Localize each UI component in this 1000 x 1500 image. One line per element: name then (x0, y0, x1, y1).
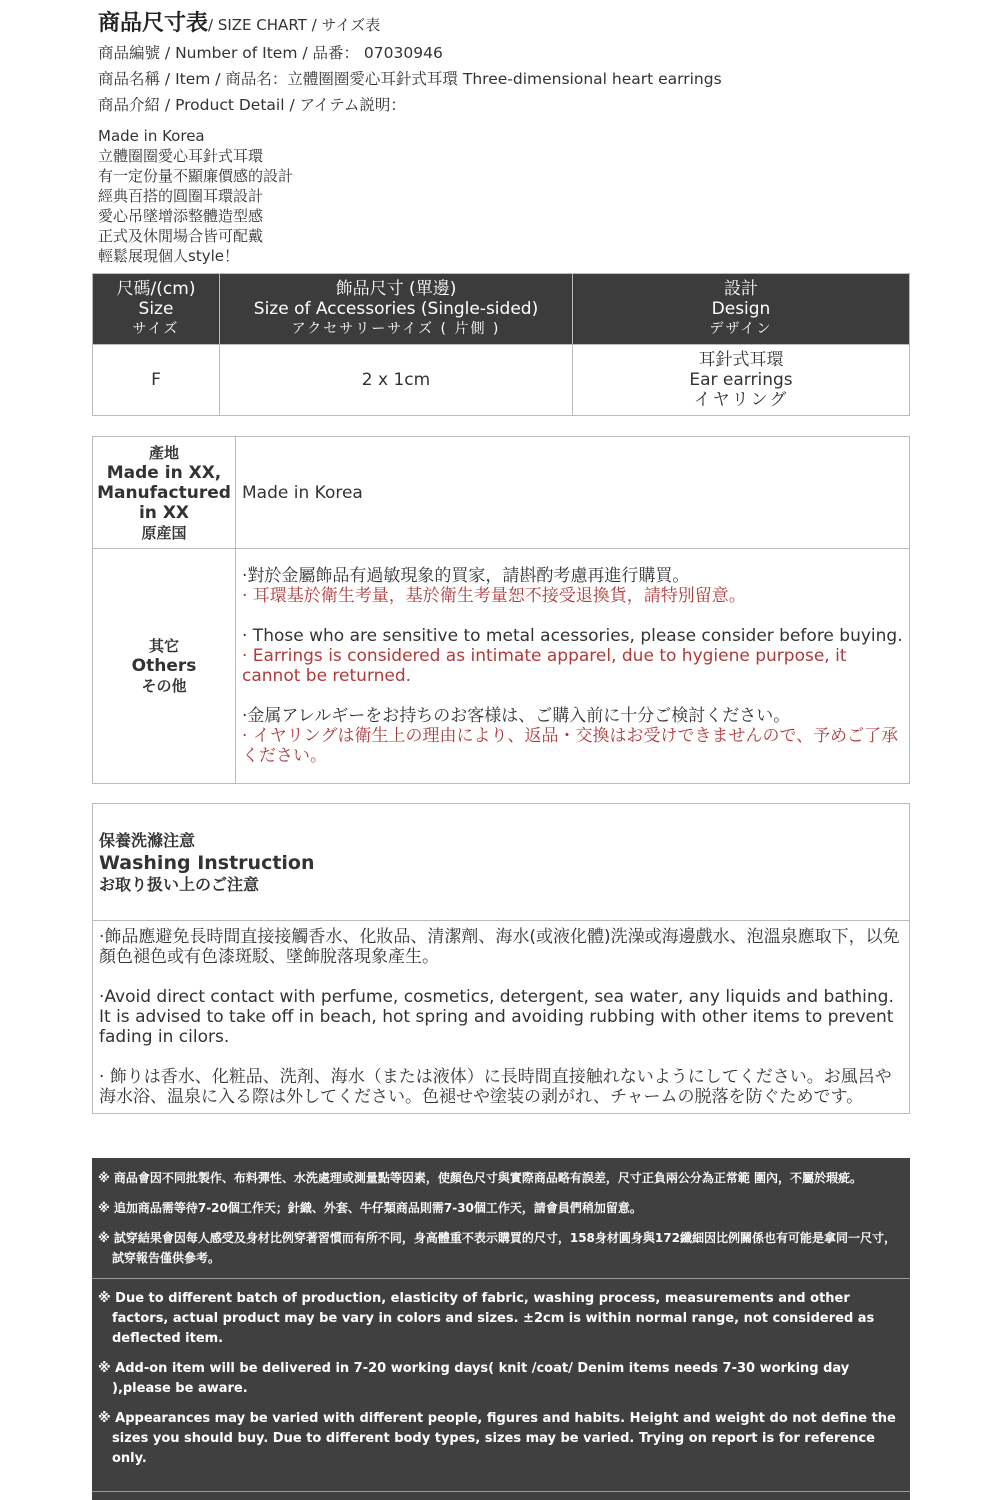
detail-line: 正式及休閒場合皆可配戴 (98, 227, 264, 245)
notice-zh-return: · 耳環基於衛生考量，基於衛生考量恕不接受退換貨，請特別留意。 (242, 586, 746, 606)
washing-instruction-title (93, 804, 909, 921)
notice-jp: ·金属アレルギーをお持ちのお客様は、ご購入前に十分ご検討ください。 (242, 706, 791, 726)
size-cell: F (93, 345, 220, 416)
washing-text-jp: · 飾りは香水、化粧品、洗剤、海水（または液体）に長時間直接触れないようにしてください。お風呂や海水浴、温泉に入る際は外してください。色褪せや塗装の剥がれ、チャームの脱落を防ぐためです。 (99, 1067, 892, 1107)
header-zh: 尺碼/(cm) (116, 279, 196, 299)
header-zh: 飾品尺寸 (單邊) (335, 279, 457, 299)
page-title-main: 商品尺寸表 (98, 11, 209, 36)
header-en: Size of Accessories (Single-sided) (253, 299, 539, 319)
design-jp: イヤリング (693, 390, 789, 410)
notice-en-return: · Earrings is considered as intimate apparel, due to hygiene purpose, it cannot be returned. (242, 646, 847, 686)
disclaimer-item: ※ 追加商品需等待7-20個工作天；針織、外套、牛仔類商品則需7-30個工作天，請會員們稍加留意。 (98, 1201, 642, 1215)
design-cell (573, 345, 910, 416)
notice-jp-return: · イヤリングは衛生上の理由により、返品・交換はお受けできませんので、予めご了承ください。 (242, 726, 899, 766)
origin-row (93, 437, 910, 549)
item-number: 商品編號 / Number of Item / 品番： 07030946 (98, 44, 443, 62)
disclaimer-en (92, 1279, 910, 1469)
disclaimer-item: ※ Due to different batch of production, elasticity of fabric, washing process, measurements and other factors, actual product may be vary in colors and sizes. ±2cm is within normal range, not considered as deflected item. (98, 1291, 875, 1346)
label-line: 產地 (148, 443, 179, 462)
detail-line: 輕鬆展現個人style！ (98, 247, 239, 265)
accessory-size-cell: 2 x 1cm (220, 345, 573, 416)
disclaimer-item: ※ 試穿結果會因每人感受及身材比例穿著習慣而有所不同，身高體重不表示購買的尺寸，158身材圓身與172纖細因比例關係也有可能是拿同一尺寸，試穿報告僅供參考。 (98, 1231, 896, 1265)
label-line: Made in XX, (106, 462, 222, 483)
origin-value: Made in Korea (236, 437, 910, 549)
washing-text-zh: ·飾品應避免長時間直接接觸香水、化妝品、清潔劑、海水(或液化體)洗澡或海邊戲水、泡溫泉應取下，以免顏色褪色或有色漆斑駁、墜飾脫落現象產生。 (99, 927, 900, 967)
label-line: in XX (138, 502, 190, 523)
notice-zh: ·對於金屬飾品有過敏現象的買家，請斟酌考慮再進行購買。 (242, 566, 690, 586)
washing-instruction-body (93, 921, 909, 1113)
label-line: その他 (141, 677, 187, 695)
label-line: Manufactured (97, 482, 231, 503)
disclaimer-item: ※ 商品會因不同批製作、布料彈性、水洗處理或測量點等因素，使顏色尺寸與實際商品略有誤差，尺寸正負兩公分為正常範 圍內，不屬於瑕疵。 (98, 1171, 863, 1185)
washing-instruction-section (92, 803, 910, 1114)
item-name: 商品名稱 / Item / 商品名：立體圈圈愛心耳針式耳環 Three-dimensional heart earrings (98, 70, 722, 88)
header-zh: 設計 (724, 279, 758, 299)
divider (92, 1491, 910, 1492)
disclaimer-item: ※ Appearances may be varied with different people, figures and habits. Height and weight do not define the sizes you should buy. Due to different body types, sizes may be varied. Trying on report is for reference only. (98, 1411, 896, 1466)
washing-title-en: Washing Instruction (99, 852, 315, 874)
washing-title-jp: お取り扱い上のご注意 (99, 875, 260, 894)
washing-text-en: ·Avoid direct contact with perfume, cosmetics, detergent, sea water, any liquids and bathing. It is advised to take off in beach, hot spring and avoiding rubbing with other items to prevent fading in cilors. (99, 987, 894, 1047)
detail-line: 立體圈圈愛心耳針式耳環 (98, 147, 264, 165)
header-en: Design (711, 299, 771, 319)
header-en: Size (138, 299, 174, 319)
size-column-header (93, 274, 220, 345)
header-jp: サイズ (132, 321, 180, 337)
design-zh: 耳針式耳環 (698, 350, 784, 370)
page-title (98, 8, 978, 40)
others-row (93, 549, 910, 784)
notice-en: · Those who are sensitive to metal acessories, please consider before buying. (242, 626, 903, 646)
others-label (93, 549, 236, 784)
label-line: 其它 (148, 637, 179, 655)
header-jp: デザイン (709, 321, 773, 337)
table-row (93, 345, 910, 416)
label-line: Others (131, 656, 197, 676)
design-en: Ear earrings (689, 370, 793, 390)
disclaimer-zh (92, 1158, 910, 1268)
origin-label (93, 437, 236, 549)
disclaimer-panel (92, 1158, 910, 1500)
others-content (236, 549, 910, 784)
disclaimer-item: ※ Add-on item will be delivered in 7-20 working days( knit /coat/ Denim items needs 7-30 working day ),please be aware. (98, 1361, 850, 1396)
size-table-header-row (93, 274, 910, 345)
page-title-rest: / SIZE CHART / サイズ表 (208, 16, 381, 34)
detail-line: Made in Korea (98, 127, 205, 145)
size-chart-header (98, 8, 978, 266)
accessory-size-column-header (220, 274, 573, 345)
product-detail-label: 商品介紹 / Product Detail / アイテム説明： (98, 96, 406, 114)
info-table (92, 436, 910, 784)
design-column-header (573, 274, 910, 345)
size-table (92, 273, 910, 416)
detail-line: 經典百搭的圓圈耳環設計 (98, 187, 264, 205)
detail-line: 愛心吊墜增添整體造型感 (98, 207, 264, 225)
product-detail-list (98, 126, 978, 266)
washing-title-zh: 保養洗滌注意 (99, 831, 196, 850)
detail-line: 有一定份量不顯廉價感的設計 (98, 167, 294, 185)
label-line: 原産国 (141, 523, 187, 542)
header-jp: アクセサリーサイズ ( 片側 ) (291, 321, 501, 337)
